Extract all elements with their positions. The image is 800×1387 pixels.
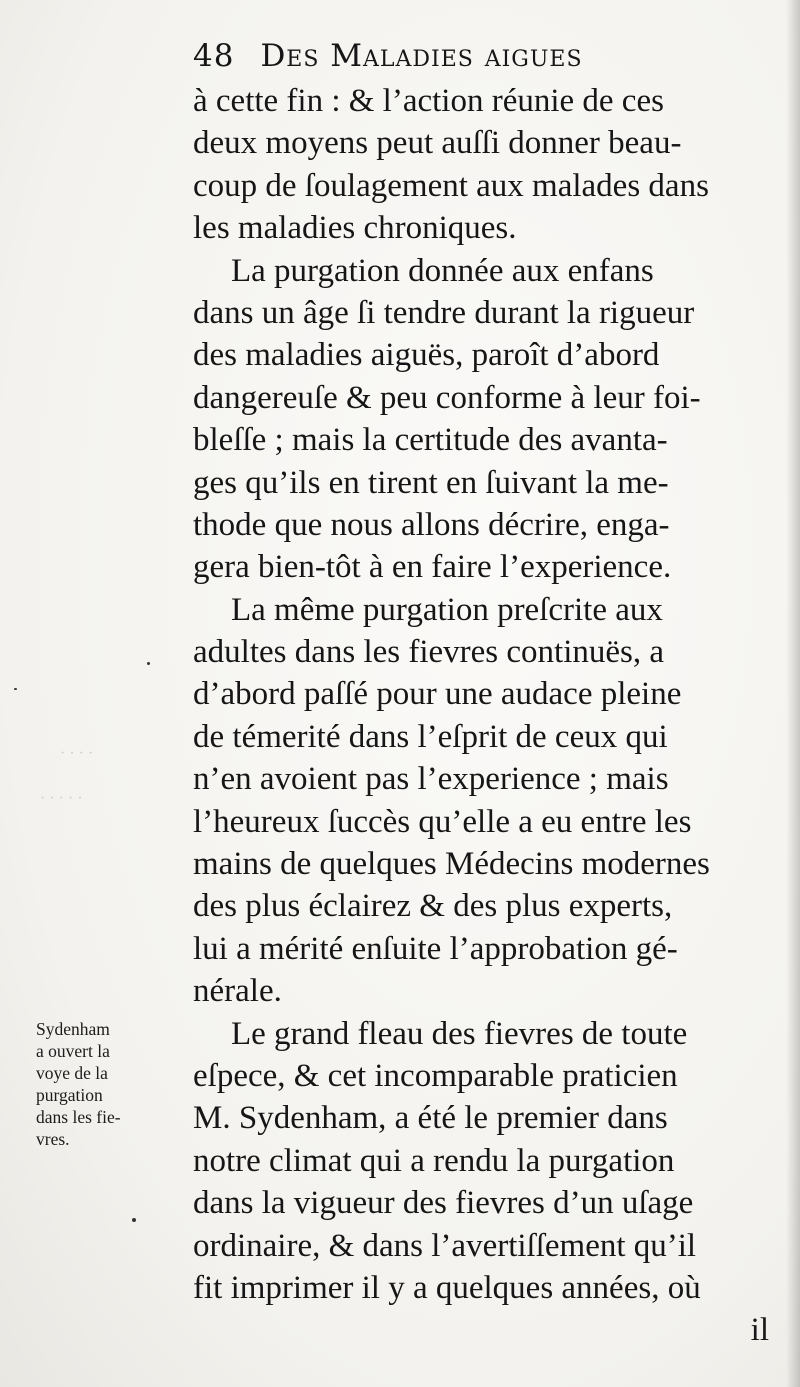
page-number: 48 <box>193 38 235 74</box>
catchword: il <box>750 1312 769 1349</box>
text-line: nérale. <box>193 973 282 1010</box>
text-line: gera bien-tôt à en faire l’experience. <box>193 549 672 586</box>
text-line: mains de quelques Médecins modernes <box>193 846 710 883</box>
text-line: ges qu’ils en tirent en ſuivant la me- <box>193 464 669 501</box>
text-line: des plus éclairez & des plus experts, <box>193 888 673 925</box>
text-line: notre climat qui a rendu la purgation <box>193 1142 675 1179</box>
page-header <box>193 38 753 74</box>
text-line: dans la vigueur des fievres d’un uſage <box>193 1185 694 1222</box>
margin-note-line: dans les fie- <box>36 1107 121 1127</box>
text-line: l’heureux ſuccès qu’elle a eu entre les <box>193 803 692 840</box>
text-line: coup de ſoulagement aux malades dans <box>193 167 709 204</box>
margin-note-line: vres. <box>36 1129 70 1149</box>
text-line: thode que nous allons décrire, enga- <box>193 506 670 543</box>
margin-note-line: Sydenham <box>36 1019 110 1039</box>
margin-note <box>36 1018 194 1150</box>
text-line: de témerité dans l’eſprit de ceux qui <box>193 718 668 755</box>
margin-note-line: a ouvert la <box>36 1041 110 1061</box>
margin-note-line: purgation <box>36 1085 103 1105</box>
text-line: bleſſe ; mais la certitude des avanta- <box>193 422 668 459</box>
text-line: M. Sydenham, a été le premier dans <box>193 1100 668 1137</box>
ink-speck <box>132 1218 136 1222</box>
text-line: ordinaire, & dans l’avertiſſement qu’il <box>193 1227 697 1264</box>
margin-note-line: voye de la <box>36 1063 108 1083</box>
paragraph-start-line: La même purgation preſcrite aux <box>231 591 663 628</box>
text-line: dans un âge ſi tendre durant la rigueur <box>193 294 695 331</box>
text-line: fit imprimer il y a quelques années, où <box>193 1269 701 1306</box>
text-line: les maladies chroniques. <box>193 210 517 247</box>
text-line: des maladies aiguës, paroît d’abord <box>193 337 660 374</box>
running-title: Des Maladies aigues <box>260 38 583 74</box>
paragraph-start-line: Le grand fleau des fievres de toute <box>231 1015 688 1052</box>
text-line: adultes dans les fievres continuës, a <box>193 634 665 671</box>
text-line: lui a mérité enſuite l’approbation gé- <box>193 930 678 967</box>
text-line: d’abord paſſé pour une audace pleine <box>193 676 682 713</box>
text-line: à cette fin : & l’action réunie de ces <box>193 83 664 119</box>
text-line: n’en avoient pas l’experience ; mais <box>193 761 669 798</box>
bleed-through-mark: · · · · · <box>40 790 83 807</box>
ink-speck <box>14 688 17 690</box>
text-line: dangereuſe & peu conforme à leur foi- <box>193 379 701 416</box>
page-edge-shadow <box>786 0 800 1387</box>
text-line: eſpece, & cet incomparable praticien <box>193 1057 678 1094</box>
bleed-through-mark: · · · · <box>60 745 94 762</box>
ink-speck <box>147 662 150 665</box>
text-line: deux moyens peut auſſi donner beau- <box>193 125 682 162</box>
body-text <box>193 80 773 1352</box>
paragraph-start-line: La purgation donnée aux enfans <box>231 252 654 289</box>
